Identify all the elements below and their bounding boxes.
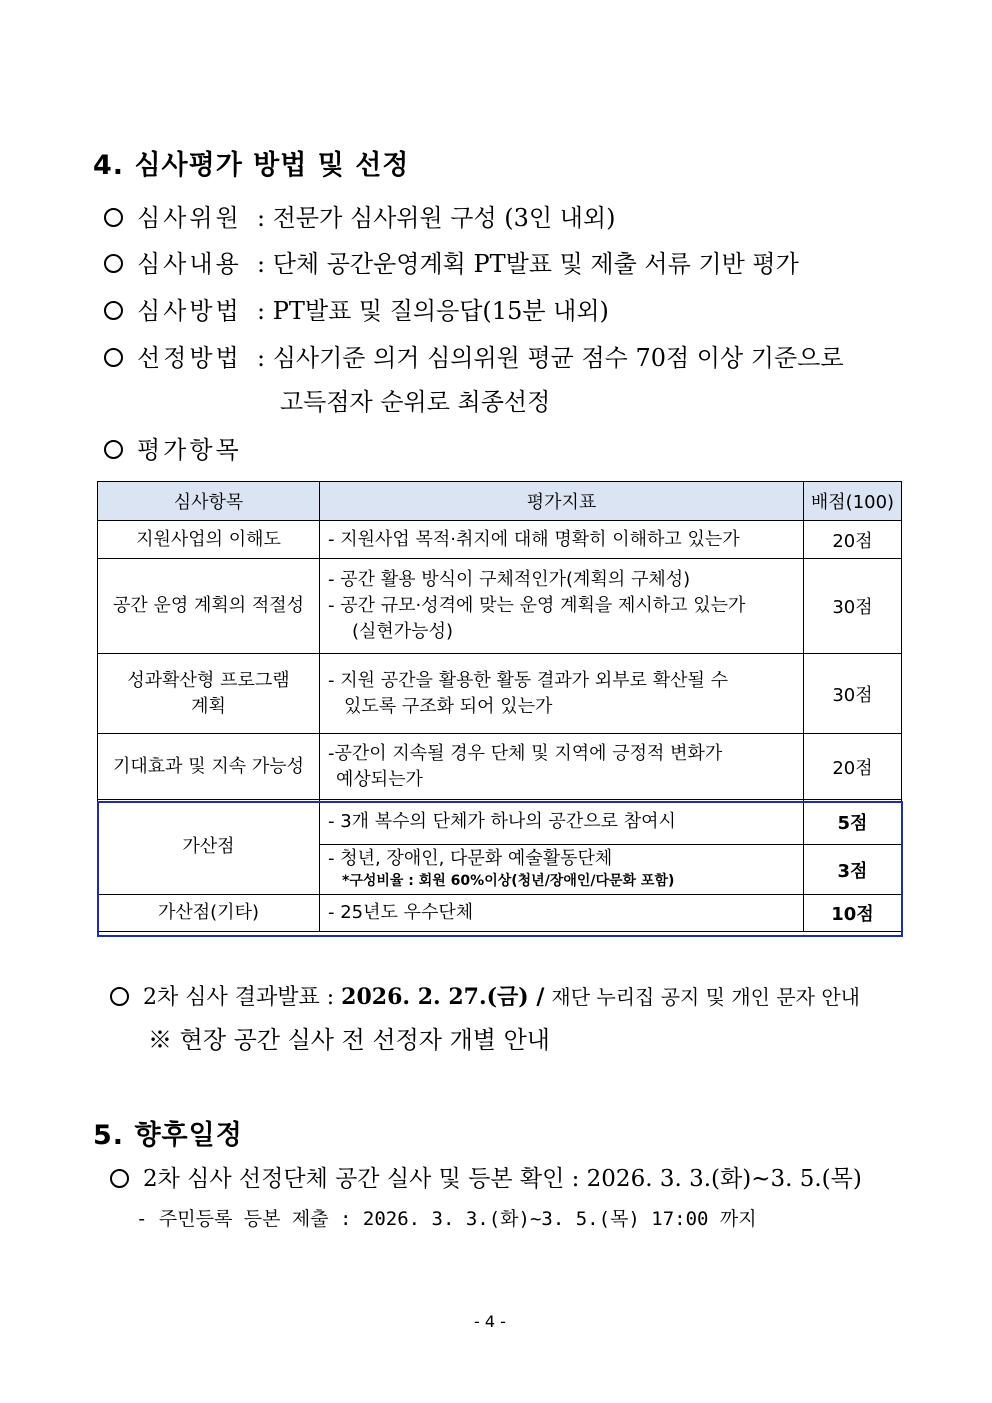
schedule-item: 2차 심사 선정단체 공간 실사 및 등본 확인 : 2026. 3. 3.(화)~3. 5.(목) [110, 1160, 862, 1193]
row-score: 30점 [804, 559, 902, 654]
table-row-bonus-etc [98, 895, 902, 932]
row-score: 20점 [804, 734, 902, 800]
table-row [98, 559, 902, 654]
table-row [98, 521, 902, 559]
circle-bullet-icon [104, 254, 123, 273]
header-item: 심사항목 [98, 482, 320, 521]
item-selection: 선정방법 : 심사기준 의거 심의위원 평균 점수 70점 이상 기준으로 [104, 338, 844, 373]
section-4-title: 4. 심사평가 방법 및 선정 [93, 150, 410, 181]
header-indicator: 평가지표 [320, 482, 804, 521]
circle-bullet-icon [104, 348, 123, 367]
table-row-bonus [98, 800, 902, 845]
item-selection-cont: 고득점자 순위로 최종선정 [280, 388, 551, 416]
bonus-indicator-2: - 청년, 장애인, 다문화 예술활동단체 *구성비율 : 회원 60%이상(청년/장애인/다문화 포함) [320, 845, 804, 895]
evaluation-table [97, 481, 902, 932]
item-content: 심사내용 : 단체 공간운영계획 PT발표 및 제출 서류 기반 평가 [104, 244, 799, 279]
row-indicator: - 지원 공간을 활용한 활동 결과가 외부로 확산될 수 있도록 구조화 되어 있는가 [320, 654, 804, 734]
row-score: 20점 [804, 521, 902, 559]
row-indicator: -공간이 지속될 경우 단체 및 지역에 긍정적 변화가 예상되는가 [320, 734, 804, 800]
circle-bullet-icon [110, 1169, 129, 1188]
row-item: 지원사업의 이해도 [98, 521, 320, 559]
bonus-etc-score: 10점 [804, 895, 902, 932]
item-eval: 평가항목 [104, 430, 242, 465]
circle-bullet-icon [110, 987, 129, 1006]
table-row [98, 734, 902, 800]
section-5-title: 5. 향후일정 [93, 1120, 243, 1151]
page-number: - 4 - [474, 1312, 506, 1331]
row-score: 30점 [804, 654, 902, 734]
row-item: 기대효과 및 지속 가능성 [98, 734, 320, 800]
header-score: 배점(100) [804, 482, 902, 521]
table-row [98, 654, 902, 734]
item-judges: 심사위원 : 전문가 심사위원 구성 (3인 내외) [104, 198, 615, 233]
row-indicator: - 지원사업 목적·취지에 대해 명확히 이해하고 있는가 [320, 521, 804, 559]
bonus-note: *구성비율 : 회원 60%이상(청년/장애인/다문화 포함) [342, 872, 675, 889]
row-indicator: - 공간 활용 방식이 구체적인가(계획의 구체성) - 공간 규모·성격에 맞는 운영 계획을 제시하고 있는가 (실현가능성) [320, 559, 804, 654]
circle-bullet-icon [104, 301, 123, 320]
bonus-score-2: 3점 [804, 845, 902, 895]
bonus-indicator-1: - 3개 복수의 단체가 하나의 공간으로 참여시 [320, 800, 804, 845]
circle-bullet-icon [104, 440, 123, 459]
result-line: 2차 심사 결과발표 : 2026. 2. 27.(금) / 재단 누리집 공지 및 개인 문자 안내 [110, 980, 860, 1011]
table-header-row [98, 482, 902, 521]
row-item: 공간 운영 계획의 적절성 [98, 559, 320, 654]
bonus-etc-indicator: - 25년도 우수단체 [320, 895, 804, 932]
result-note: ※ 현장 공간 실사 전 선정자 개별 안내 [148, 1026, 550, 1054]
bonus-score-1: 5점 [804, 800, 902, 845]
row-item: 성과확산형 프로그램 계획 [98, 654, 320, 734]
item-method: 심사방법 : PT발표 및 질의응답(15분 내외) [104, 291, 609, 326]
bonus-etc-item: 가산점(기타) [98, 895, 320, 932]
circle-bullet-icon [104, 208, 123, 227]
bonus-item: 가산점 [98, 800, 320, 895]
schedule-sub: - 주민등록 등본 제출 : 2026. 3. 3.(화)~3. 5.(목) 17:00 까지 [136, 1208, 757, 1230]
